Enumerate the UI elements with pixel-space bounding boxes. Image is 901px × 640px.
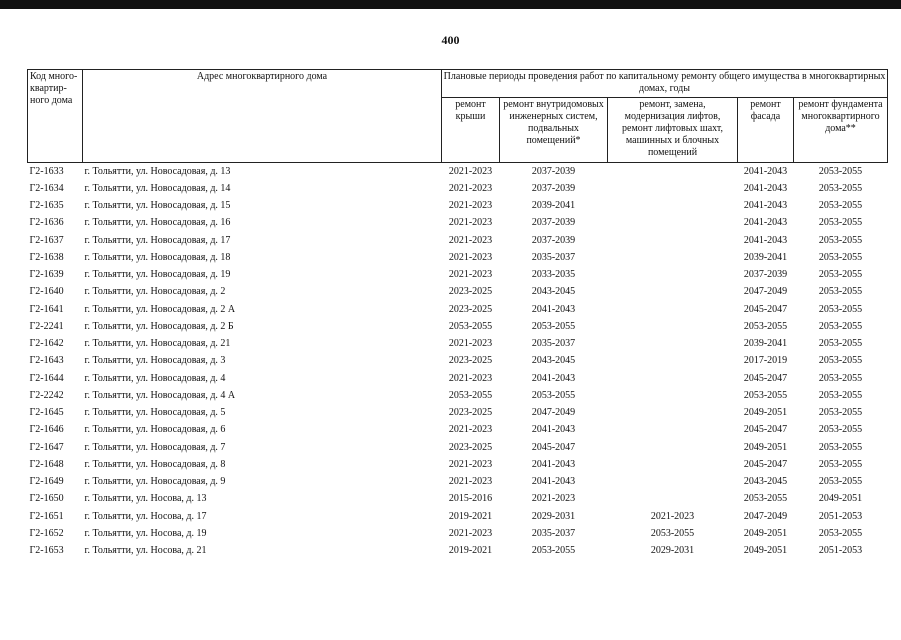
- table-row: [28, 525, 888, 542]
- cell-facade: 2039-2041: [743, 251, 788, 263]
- cell-elevator: [608, 456, 738, 473]
- cell-elevator: [608, 232, 738, 249]
- cell-roof: 2021-2023: [448, 165, 493, 177]
- cell-roof: 2021-2023: [448, 234, 493, 246]
- cell-address: г. Тольятти, ул. Новосадовая, д. 7: [84, 441, 226, 453]
- cell-systems: 2053-2055: [531, 545, 576, 557]
- table-row: [28, 163, 888, 181]
- cell-systems: 2043-2045: [531, 355, 576, 367]
- cell-systems: 2035-2037: [531, 251, 576, 263]
- table-row: [28, 456, 888, 473]
- cell-foundation: 2053-2055: [818, 200, 863, 212]
- cell-facade: 2053-2055: [743, 320, 788, 332]
- cell-address: г. Тольятти, ул. Новосадовая, д. 4 А: [84, 389, 236, 401]
- cell-roof: 2021-2023: [448, 182, 493, 194]
- cell-foundation: 2053-2055: [818, 234, 863, 246]
- table-row: [28, 301, 888, 318]
- cell-code: Г2-2241: [29, 320, 64, 332]
- cell-systems: 2045-2047: [531, 441, 576, 453]
- table-row: [28, 508, 888, 525]
- cell-facade: 2049-2051: [743, 545, 788, 557]
- cell-facade: 2041-2043: [743, 234, 788, 246]
- header-roof: ремонт крыши: [442, 98, 500, 163]
- cell-address: г. Тольятти, ул. Новосадовая, д. 15: [84, 200, 231, 212]
- cell-elevator: [608, 215, 738, 232]
- cell-code: Г2-1641: [29, 303, 64, 315]
- cell-address: г. Тольятти, ул. Новосадовая, д. 3: [84, 355, 226, 367]
- cell-foundation: 2049-2051: [818, 493, 863, 505]
- cell-address: г. Тольятти, ул. Носова, д. 21: [84, 545, 207, 557]
- cell-code: Г2-1644: [29, 372, 64, 384]
- cell-address: г. Тольятти, ул. Новосадовая, д. 6: [84, 424, 226, 436]
- cell-code: Г2-1634: [29, 182, 64, 194]
- table-row: [28, 180, 888, 197]
- cell-facade: 2049-2051: [743, 441, 788, 453]
- cell-address: г. Тольятти, ул. Новосадовая, д. 2 Б: [84, 320, 234, 332]
- cell-elevator: [608, 422, 738, 439]
- capital-repair-table: [27, 69, 888, 560]
- header-systems: ремонт внутридомовых инженерных систем, подвальных помещений*: [500, 98, 608, 163]
- cell-facade: 2041-2043: [743, 165, 788, 177]
- cell-address: г. Тольятти, ул. Новосадовая, д. 16: [84, 217, 231, 229]
- cell-elevator: [608, 439, 738, 456]
- cell-roof: 2053-2055: [448, 389, 493, 401]
- cell-address: г. Тольятти, ул. Новосадовая, д. 21: [84, 338, 231, 350]
- table-row: [28, 474, 888, 491]
- cell-roof: 2021-2023: [448, 424, 493, 436]
- table-row: [28, 215, 888, 232]
- cell-systems: 2037-2039: [531, 217, 576, 229]
- cell-systems: 2041-2043: [531, 372, 576, 384]
- cell-foundation: 2053-2055: [818, 389, 863, 401]
- cell-elevator: [608, 249, 738, 266]
- cell-address: г. Тольятти, ул. Новосадовая, д. 2 А: [84, 303, 236, 315]
- page-number: 400: [441, 33, 460, 47]
- cell-code: Г2-1647: [29, 441, 64, 453]
- cell-elevator: [608, 198, 738, 215]
- cell-code: Г2-1635: [29, 200, 64, 212]
- cell-address: г. Тольятти, ул. Новосадовая, д. 14: [84, 182, 231, 194]
- cell-address: г. Тольятти, ул. Новосадовая, д. 9: [84, 476, 226, 488]
- cell-code: Г2-1639: [29, 269, 64, 281]
- cell-systems: 2043-2045: [531, 286, 576, 298]
- cell-foundation: 2051-2053: [818, 510, 863, 522]
- cell-foundation: 2053-2055: [818, 320, 863, 332]
- header-periods-group: Плановые периоды проведения работ по капитальному ремонту общего имущества в многоквартирных домах, годы: [442, 70, 888, 98]
- table-row: [28, 318, 888, 335]
- table-row: [28, 267, 888, 284]
- scan-top-border: [0, 0, 901, 9]
- cell-facade: 2041-2043: [743, 200, 788, 212]
- cell-elevator: 2029-2031: [650, 545, 695, 557]
- cell-foundation: 2053-2055: [818, 286, 863, 298]
- cell-code: Г2-1651: [29, 510, 64, 522]
- cell-elevator: [608, 474, 738, 491]
- cell-facade: 2047-2049: [743, 510, 788, 522]
- cell-code: Г2-1643: [29, 355, 64, 367]
- header-foundation: ремонт фундамента многоквартирного дома**: [794, 98, 888, 163]
- cell-systems: 2039-2041: [531, 200, 576, 212]
- header-elevator: ремонт, замена, модернизация лифтов, ремонт лифтовых шахт, машинных и блочных помещений: [608, 98, 738, 163]
- cell-facade: 2037-2039: [743, 269, 788, 281]
- cell-roof: 2019-2021: [448, 545, 493, 557]
- table-row: [28, 336, 888, 353]
- cell-elevator: [608, 318, 738, 335]
- cell-roof: 2023-2025: [448, 407, 493, 419]
- cell-elevator: 2053-2055: [650, 527, 695, 539]
- cell-roof: 2023-2025: [448, 286, 493, 298]
- cell-roof: 2021-2023: [448, 527, 493, 539]
- cell-code: Г2-1648: [29, 458, 64, 470]
- cell-systems: 2053-2055: [531, 389, 576, 401]
- table-row: [28, 370, 888, 387]
- cell-code: Г2-1636: [29, 217, 64, 229]
- cell-code: Г2-1652: [29, 527, 64, 539]
- cell-systems: 2021-2023: [531, 493, 576, 505]
- cell-facade: 2053-2055: [743, 389, 788, 401]
- cell-facade: 2049-2051: [743, 527, 788, 539]
- cell-code: Г2-1646: [29, 424, 64, 436]
- cell-roof: 2021-2023: [448, 372, 493, 384]
- cell-roof: 2021-2023: [448, 217, 493, 229]
- cell-address: г. Тольятти, ул. Новосадовая, д. 18: [84, 251, 231, 263]
- cell-elevator: [608, 370, 738, 387]
- cell-roof: 2053-2055: [448, 320, 493, 332]
- cell-roof: 2021-2023: [448, 476, 493, 488]
- cell-systems: 2033-2035: [531, 269, 576, 281]
- cell-code: Г2-1653: [29, 545, 64, 557]
- cell-code: Г2-1637: [29, 234, 64, 246]
- cell-facade: 2039-2041: [743, 338, 788, 350]
- cell-roof: 2021-2023: [448, 200, 493, 212]
- cell-code: Г2-1650: [29, 493, 64, 505]
- cell-elevator: [608, 405, 738, 422]
- cell-elevator: [608, 491, 738, 508]
- table-body: [28, 163, 888, 560]
- cell-foundation: 2053-2055: [818, 458, 863, 470]
- cell-roof: 2021-2023: [448, 269, 493, 281]
- cell-elevator: [608, 267, 738, 284]
- cell-facade: 2041-2043: [743, 182, 788, 194]
- cell-foundation: 2053-2055: [818, 165, 863, 177]
- cell-systems: 2037-2039: [531, 234, 576, 246]
- cell-foundation: 2053-2055: [818, 441, 863, 453]
- table-row: [28, 232, 888, 249]
- table-row: [28, 491, 888, 508]
- cell-foundation: 2053-2055: [818, 217, 863, 229]
- cell-systems: 2035-2037: [531, 338, 576, 350]
- table-row: [28, 543, 888, 560]
- cell-address: г. Тольятти, ул. Носова, д. 13: [84, 493, 207, 505]
- cell-foundation: 2053-2055: [818, 527, 863, 539]
- table-row: [28, 422, 888, 439]
- header-code: Код много-квартир-ного дома: [28, 70, 83, 163]
- cell-systems: 2041-2043: [531, 476, 576, 488]
- cell-foundation: 2053-2055: [818, 407, 863, 419]
- cell-roof: 2019-2021: [448, 510, 493, 522]
- header-facade: ремонт фасада: [738, 98, 794, 163]
- cell-address: г. Тольятти, ул. Новосадовая, д. 2: [84, 286, 226, 298]
- cell-facade: 2041-2043: [743, 217, 788, 229]
- cell-foundation: 2053-2055: [818, 303, 863, 315]
- cell-foundation: 2053-2055: [818, 372, 863, 384]
- cell-code: Г2-1640: [29, 286, 64, 298]
- cell-facade: 2049-2051: [743, 407, 788, 419]
- table-row: [28, 284, 888, 301]
- cell-address: г. Тольятти, ул. Новосадовая, д. 13: [84, 165, 231, 177]
- table-row: [28, 198, 888, 215]
- cell-foundation: 2053-2055: [818, 355, 863, 367]
- cell-foundation: 2051-2053: [818, 545, 863, 557]
- cell-roof: 2023-2025: [448, 441, 493, 453]
- cell-facade: 2043-2045: [743, 476, 788, 488]
- cell-elevator: [608, 353, 738, 370]
- cell-elevator: [608, 301, 738, 318]
- cell-address: г. Тольятти, ул. Носова, д. 17: [84, 510, 207, 522]
- cell-address: г. Тольятти, ул. Новосадовая, д. 8: [84, 458, 226, 470]
- cell-systems: 2047-2049: [531, 407, 576, 419]
- cell-facade: 2017-2019: [743, 355, 788, 367]
- cell-elevator: [608, 163, 738, 181]
- cell-foundation: 2053-2055: [818, 476, 863, 488]
- cell-systems: 2041-2043: [531, 458, 576, 470]
- cell-facade: 2045-2047: [743, 424, 788, 436]
- cell-address: г. Тольятти, ул. Новосадовая, д. 19: [84, 269, 231, 281]
- cell-roof: 2023-2025: [448, 355, 493, 367]
- cell-facade: 2053-2055: [743, 493, 788, 505]
- table-row: [28, 405, 888, 422]
- cell-foundation: 2053-2055: [818, 182, 863, 194]
- cell-elevator: 2021-2023: [650, 510, 695, 522]
- cell-facade: 2045-2047: [743, 303, 788, 315]
- cell-roof: 2021-2023: [448, 338, 493, 350]
- cell-address: г. Тольятти, ул. Носова, д. 19: [84, 527, 207, 539]
- cell-systems: 2053-2055: [531, 320, 576, 332]
- table-row: [28, 249, 888, 266]
- table-row: [28, 387, 888, 404]
- cell-systems: 2037-2039: [531, 182, 576, 194]
- cell-code: Г2-1642: [29, 338, 64, 350]
- cell-facade: 2045-2047: [743, 458, 788, 470]
- cell-foundation: 2053-2055: [818, 269, 863, 281]
- cell-systems: 2029-2031: [531, 510, 576, 522]
- cell-systems: 2035-2037: [531, 527, 576, 539]
- cell-facade: 2047-2049: [743, 286, 788, 298]
- header-address: Адрес многоквартирного дома: [83, 70, 442, 163]
- cell-elevator: [608, 336, 738, 353]
- cell-systems: 2037-2039: [531, 165, 576, 177]
- cell-roof: 2021-2023: [448, 251, 493, 263]
- cell-elevator: [608, 284, 738, 301]
- cell-facade: 2045-2047: [743, 372, 788, 384]
- cell-foundation: 2053-2055: [818, 338, 863, 350]
- cell-systems: 2041-2043: [531, 424, 576, 436]
- cell-code: Г2-1633: [29, 165, 64, 177]
- cell-address: г. Тольятти, ул. Новосадовая, д. 5: [84, 407, 226, 419]
- cell-foundation: 2053-2055: [818, 424, 863, 436]
- cell-foundation: 2053-2055: [818, 251, 863, 263]
- cell-elevator: [608, 180, 738, 197]
- cell-systems: 2041-2043: [531, 303, 576, 315]
- cell-roof: 2015-2016: [448, 493, 493, 505]
- cell-address: г. Тольятти, ул. Новосадовая, д. 4: [84, 372, 226, 384]
- cell-code: Г2-2242: [29, 389, 64, 401]
- cell-roof: 2021-2023: [448, 458, 493, 470]
- cell-address: г. Тольятти, ул. Новосадовая, д. 17: [84, 234, 231, 246]
- cell-code: Г2-1638: [29, 251, 64, 263]
- table-row: [28, 439, 888, 456]
- cell-roof: 2023-2025: [448, 303, 493, 315]
- cell-code: Г2-1649: [29, 476, 64, 488]
- table-row: [28, 353, 888, 370]
- cell-elevator: [608, 387, 738, 404]
- cell-code: Г2-1645: [29, 407, 64, 419]
